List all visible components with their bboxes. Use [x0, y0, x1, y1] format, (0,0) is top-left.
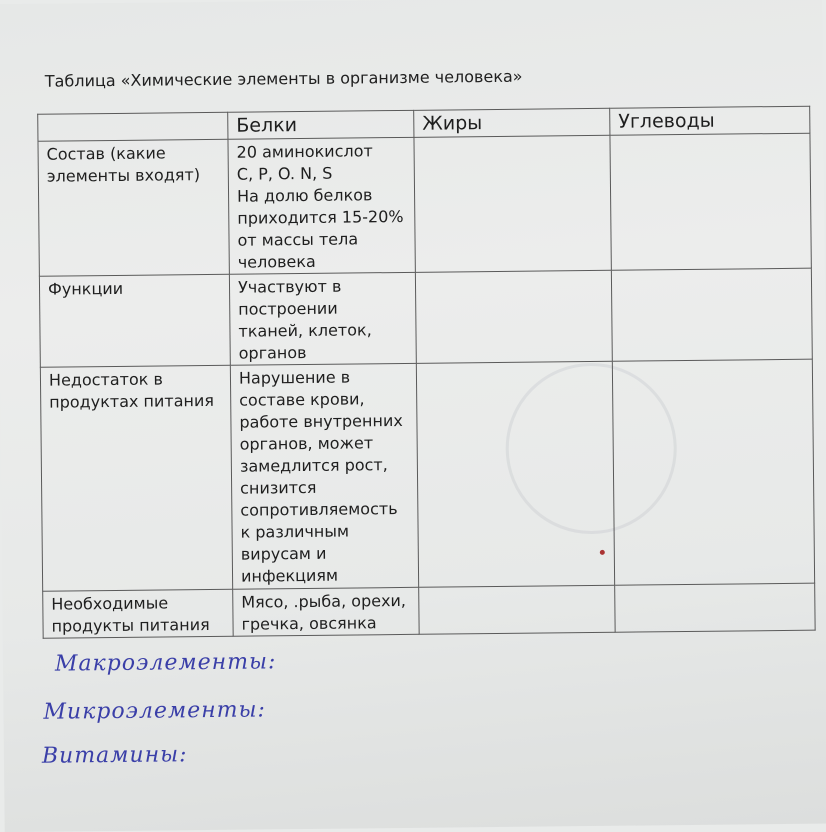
cell-proteins-composition: 20 аминокислот C, P, O. N, S На долю белков приходится 15-20% от массы тела человека	[228, 137, 415, 274]
header-carbohydrates: Углеводы	[610, 106, 810, 135]
cell-proteins-foods: Мясо, .рыба, орехи, гречка, овсянка	[233, 587, 419, 636]
table-row	[38, 133, 811, 276]
table-row	[39, 268, 812, 367]
cell-carbs-deficiency	[612, 359, 814, 585]
cell-proteins-deficiency: Нарушение в составе крови, работе внутренних органов, может замедлится рост, снизится сопротивляемость к различным вирусам и инфекциям	[230, 363, 418, 589]
cell-fats-functions	[415, 270, 612, 363]
table-row	[43, 583, 815, 638]
handwritten-microelements: Микроэлементы:	[43, 697, 267, 725]
table-row	[40, 359, 814, 591]
row-label-deficiency: Недостаток в продуктах питания	[40, 365, 232, 591]
cell-carbs-composition	[610, 133, 811, 270]
ink-dot	[600, 550, 605, 555]
row-label-foods: Необходимые продукты питания	[43, 589, 233, 638]
cell-carbs-functions	[611, 268, 812, 361]
cell-fats-composition	[414, 135, 611, 272]
header-proteins: Белки	[228, 110, 414, 139]
cell-fats-deficiency	[416, 361, 614, 587]
cell-fats-foods	[419, 585, 615, 634]
handwritten-macroelements: Макроэлементы:	[54, 649, 277, 677]
cell-carbs-foods	[615, 583, 815, 632]
header-blank	[38, 112, 228, 141]
row-label-functions: Функции	[39, 274, 230, 367]
elements-table	[37, 106, 815, 639]
cell-proteins-functions: Участвуют в построении тканей, клеток, органов	[229, 272, 416, 365]
page-title: Таблица «Химические элементы в организме человека»	[44, 66, 523, 91]
row-label-composition: Состав (какие элементы входят)	[38, 139, 229, 276]
handwritten-vitamins: Витамины:	[41, 742, 188, 769]
header-fats: Жиры	[414, 108, 610, 137]
